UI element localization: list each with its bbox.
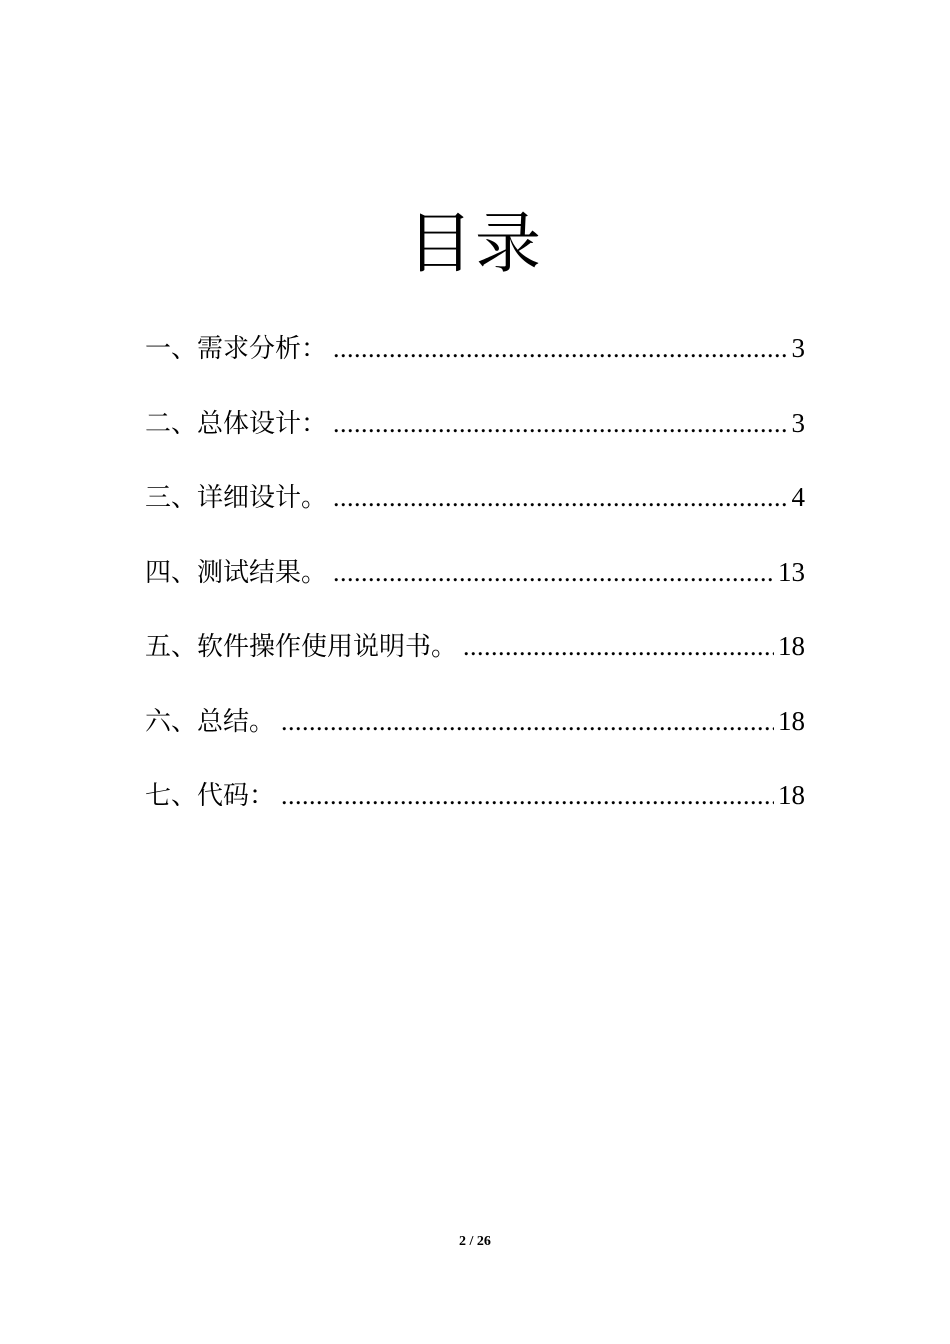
toc-dot-leader xyxy=(333,473,787,523)
toc-entry[interactable] xyxy=(145,696,805,771)
toc-dot-leader xyxy=(281,697,774,747)
toc-entry[interactable] xyxy=(145,472,805,547)
toc-entry-label: 六、总结。 xyxy=(145,706,276,737)
toc-entry-label: 一、需求分析： xyxy=(145,334,328,364)
toc-entry-label: 二、总体设计： xyxy=(145,408,328,439)
toc-entry-label: 四、测试结果。 xyxy=(145,557,328,588)
toc-entry[interactable] xyxy=(145,770,805,845)
toc-page-number: 4 xyxy=(791,482,805,512)
toc-entry[interactable] xyxy=(145,621,805,696)
toc-page-number: 3 xyxy=(791,407,805,438)
toc-dot-leader xyxy=(281,771,774,821)
toc-page-number: 13 xyxy=(778,556,805,587)
toc-entry-label: 七、代码： xyxy=(145,781,276,811)
toc-page-number: 18 xyxy=(778,705,805,736)
toc-entry[interactable] xyxy=(145,398,805,473)
page-title: 目录 xyxy=(407,205,543,283)
toc-entry[interactable] xyxy=(145,323,805,398)
toc-entry-label: 三、详细设计。 xyxy=(145,483,328,513)
toc-entry[interactable] xyxy=(145,547,805,622)
toc-page-number: 3 xyxy=(791,333,805,363)
toc-entry-label: 五、软件操作使用说明书。 xyxy=(145,632,458,662)
page-number-footer: 2 / 26 xyxy=(459,1234,491,1249)
toc-dot-leader xyxy=(333,324,787,374)
toc-dot-leader xyxy=(333,399,787,449)
toc-dot-leader xyxy=(463,622,774,672)
table-of-contents xyxy=(145,323,805,845)
toc-dot-leader xyxy=(333,548,774,598)
toc-page-number: 18 xyxy=(778,780,805,810)
toc-page-number: 18 xyxy=(778,631,805,661)
